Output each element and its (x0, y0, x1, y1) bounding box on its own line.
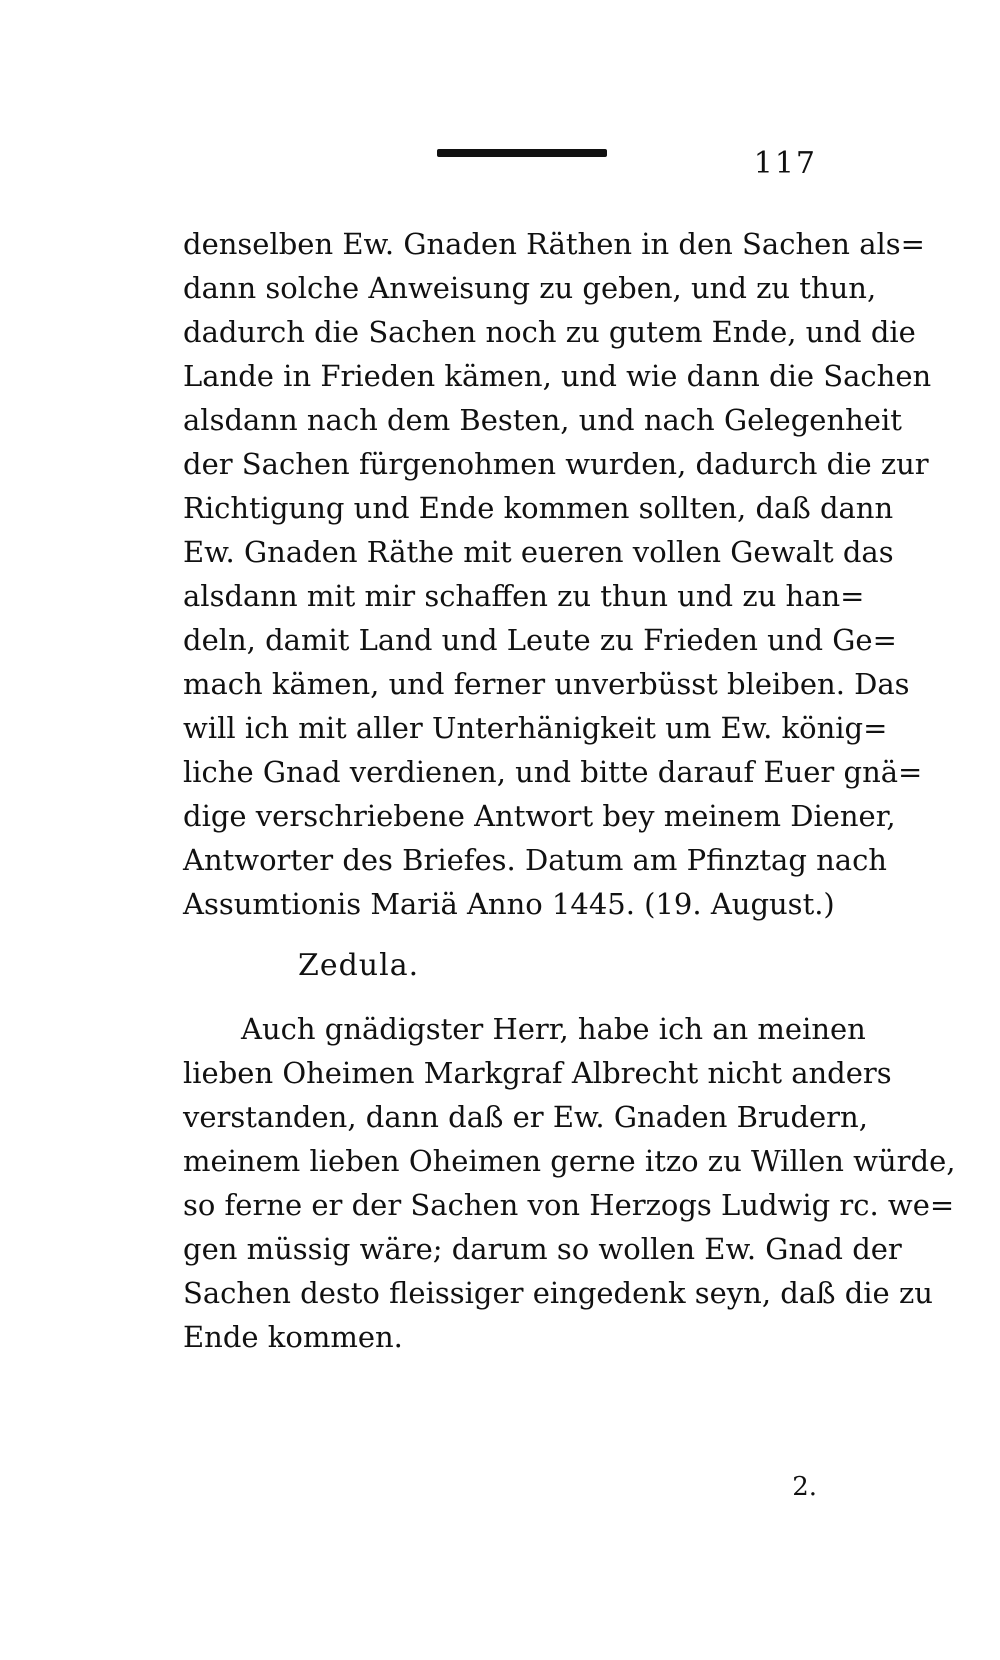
text-line: Richtigung und Ende kommen sollten, daß dann (183, 491, 894, 525)
zedula-heading: Zedula. (298, 948, 420, 983)
text-line: Lande in Frieden kämen, und wie dann die Sachen (183, 359, 932, 393)
text-line: mach kämen, und ferner unverbüsst bleiben. Das (183, 667, 910, 701)
zedula-line: so ferne er der Sachen von Herzogs Ludwig rc. we= (183, 1188, 955, 1222)
text-line: dadurch die Sachen noch zu gutem Ende, und die (183, 315, 916, 349)
text-line: der Sachen fürgenohmen wurden, dadurch die zur (183, 447, 929, 481)
zedula-line: Auch gnädigster Herr, habe ich an meinen (241, 1012, 866, 1046)
header-rule (437, 149, 607, 157)
zedula-line: verstanden, dann daß er Ew. Gnaden Brudern, (183, 1100, 868, 1134)
text-line: Antworter des Briefes. Datum am Pfinztag nach (183, 843, 887, 877)
text-line: liche Gnad verdienen, und bitte darauf Euer gnä= (183, 755, 923, 789)
zedula-line: Ende kommen. (183, 1320, 403, 1354)
zedula-line: lieben Oheimen Markgraf Albrecht nicht anders (183, 1056, 892, 1090)
text-line: denselben Ew. Gnaden Räthen in den Sachen als= (183, 227, 925, 261)
zedula-line: Sachen desto fleissiger eingedenk seyn, daß die zu (183, 1276, 933, 1310)
text-line: alsdann nach dem Besten, und nach Gelegenheit (183, 403, 902, 437)
text-line: dann solche Anweisung zu geben, und zu thun, (183, 271, 877, 305)
text-line: Assumtionis Mariä Anno 1445. (19. August.) (183, 887, 835, 921)
page-number: 117 (753, 146, 817, 181)
text-line: dige verschriebene Antwort bey meinem Diener, (183, 799, 896, 833)
text-line: deln, damit Land und Leute zu Frieden und Ge= (183, 623, 897, 657)
text-line: Ew. Gnaden Räthe mit eueren vollen Gewalt das (183, 535, 894, 569)
zedula-line: meinem lieben Oheimen gerne itzo zu Willen würde, (183, 1144, 956, 1178)
catchword: 2. (792, 1472, 817, 1502)
text-line: alsdann mit mir schaffen zu thun und zu han= (183, 579, 865, 613)
zedula-text-block (183, 1007, 956, 1359)
text-line: will ich mit aller Unterhänigkeit um Ew. könig= (183, 711, 888, 745)
main-text-block (183, 222, 932, 926)
zedula-line: gen müssig wäre; darum so wollen Ew. Gnad der (183, 1232, 902, 1266)
